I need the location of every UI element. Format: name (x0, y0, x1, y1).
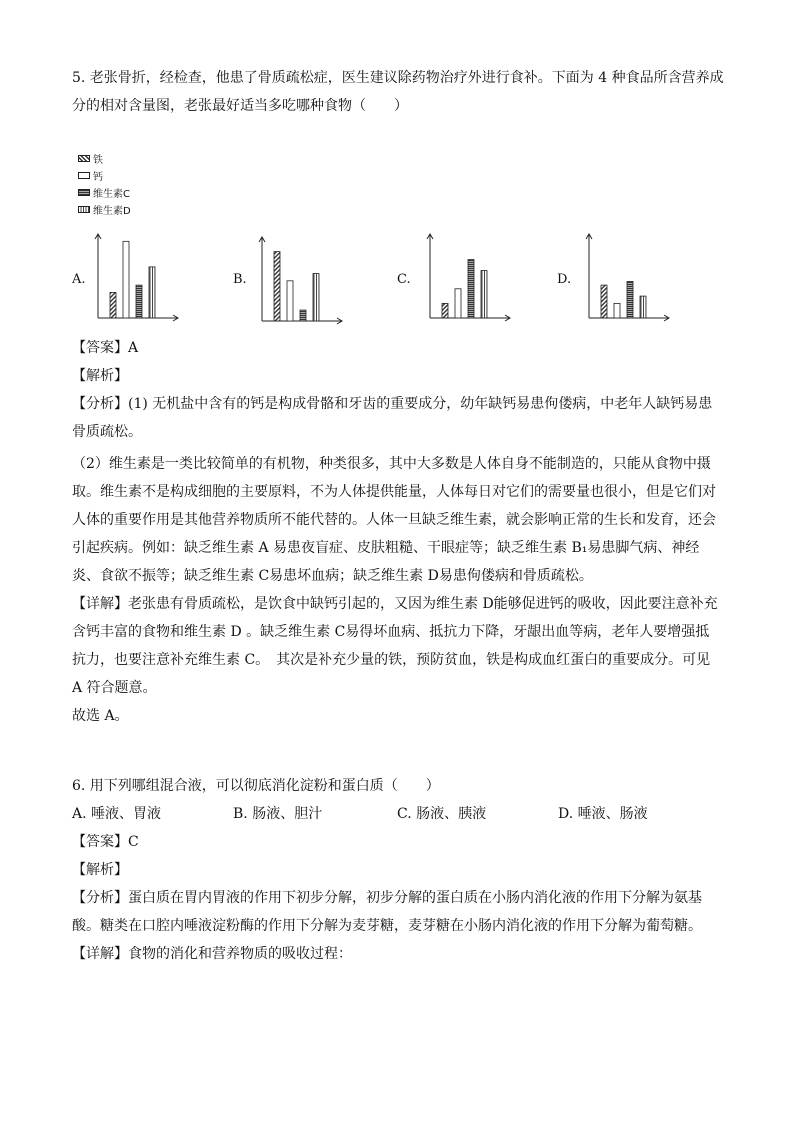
chart-a-bar-iron (110, 292, 116, 318)
legend-swatch-iron (78, 155, 90, 162)
q6-analysis-tag: 【解析】 (72, 862, 128, 878)
q6-detail-line-1: 【详解】食物的消化和营养物质的吸收过程： (72, 946, 352, 962)
chart-a-bar-calcium (123, 241, 129, 318)
chart-b-bar-vitamin-d (313, 274, 319, 321)
legend-item-vitamin-c: 维生素C (78, 184, 131, 201)
legend-item-vitamin-d: 维生素D (78, 201, 131, 218)
q6-fenxi-line-2: 酸。糖类在口腔内唾液淀粉酶的作用下分解为麦芽糖，麦芽糖在小肠内消化液的作用下分解为葡萄糖。 (72, 918, 702, 934)
chart-d-bar-calcium (614, 303, 620, 318)
chart-c-bar-calcium (455, 289, 461, 318)
q6-fenxi-line-1: 【分析】蛋白质在胃内胃液的作用下初步分解，初步分解的蛋白质在小肠内消化液的作用下分解为氨基 (72, 890, 702, 906)
chart-b-bar-iron (274, 252, 280, 321)
q6-option-a: A. 唾液、胃液 (72, 806, 162, 822)
q6-option-d: D. 唾液、肠液 (558, 806, 648, 822)
q6-answer: 【答案】C (72, 834, 139, 850)
q6-options (72, 800, 724, 828)
chart-a-bar-vitamin-d (149, 267, 155, 318)
q5-conclusion: 故选 A。 (72, 708, 129, 724)
q5-stem-line-1: 5. 老张骨折，经检查，他患了骨质疏松症，医生建议除药物治疗外进行食补。下面为 4 种食品所含营养成 (72, 70, 724, 86)
chart-d-bar-vitamin-c (627, 281, 633, 318)
chart-c-bar-iron (442, 303, 448, 318)
chart-c-bar-vitamin-d (481, 271, 487, 318)
q5-fenxi-2-line-2: 取。维生素不是构成细胞的主要原料，不为人体提供能量，人体每日对它们的需要量也很小，但是它们对 (72, 484, 716, 500)
option-label-a: A. (72, 272, 86, 287)
q6-stem: 6. 用下列哪组混合液，可以彻底消化淀粉和蛋白质（ ） (72, 778, 440, 794)
legend-item-calcium: 钙 (78, 167, 131, 184)
chart-c-bar-vitamin-c (468, 260, 474, 318)
legend-swatch-calcium (78, 172, 90, 179)
chart-b-bar-vitamin-c (300, 310, 306, 321)
q5-stem (72, 64, 724, 120)
bar-chart-a (92, 230, 182, 325)
q5-stem-line-2: 分的相对含量图，老张最好适当多吃哪种食物（ ） (72, 98, 408, 114)
q6-block (72, 772, 724, 968)
q6-option-c: C. 肠液、胰液 (397, 806, 487, 822)
bar-chart-b (256, 233, 346, 328)
q5-analysis-tag: 【解析】 (72, 368, 128, 384)
option-label-b: B. (233, 272, 247, 287)
q5-detail-line-2: 含钙丰富的食物和维生素 D 。缺乏维生素 C易得坏血病、抵抗力下降，牙龈出血等病，老年人要增强抵 (72, 624, 710, 640)
q5-fenxi-2-line-1: （2）维生素是一类比较简单的有机物，种类很多，其中大多数是人体自身不能制造的，只能从食物中摄 (72, 456, 711, 472)
q5-fenxi-1-cont: 骨质疏松。 (72, 424, 142, 440)
chart-d-bar-vitamin-d (640, 296, 646, 318)
chart-b-bar-calcium (287, 281, 293, 321)
q5-fenxi-2-line-4: 引起疾病。例如：缺乏维生素 A 易患夜盲症、皮肤粗糙、干眼症等；缺乏维生素 B₁易患脚气病、神经 (72, 540, 700, 556)
q5-fenxi-2-line-3: 人体的重要作用是其他营养物质所不能代替的。人体一旦缺乏维生素，就会影响正常的生长和发育，还会 (72, 512, 716, 528)
chart-d-bar-iron (601, 285, 607, 318)
bar-chart-d (583, 230, 673, 325)
chart-a-bar-vitamin-c (136, 285, 142, 318)
legend-item-iron: 铁 (78, 150, 131, 167)
legend-swatch-vitamin-c (78, 189, 90, 196)
bar-chart-c (424, 230, 514, 325)
option-label-d: D. (557, 272, 572, 287)
q6-option-b: B. 肠液、胆汁 (233, 806, 323, 822)
q5-detail-line-1: 【详解】老张患有骨质疏松，是饮食中缺钙引起的，又因为维生素 D能够促进钙的吸收，因此要注意补充 (72, 596, 718, 612)
q5-detail-line-4: A 符合题意。 (72, 680, 157, 696)
q5-fenxi-2-line-5: 炎、食欲不振等；缺乏维生素 C易患坏血病；缺乏维生素 D易患佝偻病和骨质疏松。 (72, 568, 593, 584)
q5-detail-line-3: 抗力，也要注意补充维生素 C。 其次是补充少量的铁，预防贫血，铁是构成血红蛋白的重要成分。可见 (72, 652, 711, 668)
option-label-c: C. (397, 272, 411, 287)
legend-swatch-vitamin-d (78, 206, 90, 213)
q5-answer-block (72, 334, 724, 730)
q5-fenxi-1: 【分析】(1) 无机盐中含有的钙是构成骨骼和牙齿的重要成分，幼年缺钙易患佝偻病，中老年人缺钙易患 (72, 396, 713, 412)
q5-answer: 【答案】A (72, 340, 139, 356)
chart-legend (78, 150, 131, 218)
